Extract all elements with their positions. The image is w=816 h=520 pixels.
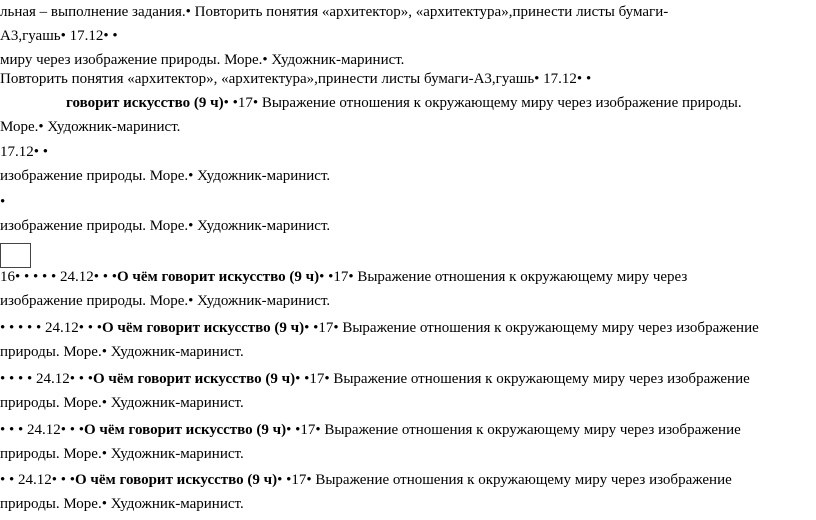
- text-line: природы. Море.• Художник-маринист.: [0, 395, 244, 411]
- paragraph-1: [0, 0, 668, 72]
- bold-heading: говорит искусство (9 ч): [66, 95, 224, 111]
- bold-heading: О чём говорит искусство (9 ч): [93, 371, 296, 387]
- text-run: 16• • • • • 24.12• • •: [0, 269, 118, 285]
- bold-heading: О чём говорит искусство (9 ч): [84, 422, 287, 438]
- paragraph-3: [0, 140, 330, 188]
- text-line: Повторить понятия «архитектор», «архитектура»,принести листы бумаги-А3,гуашь• 17.12• •: [0, 71, 592, 87]
- text-run: • • • • 24.12• • •: [0, 371, 94, 387]
- text-line: [0, 316, 759, 340]
- text-run: • •17• Выражение отношения к окружающему миру через изображение: [286, 422, 741, 438]
- paragraph-5: [0, 265, 687, 313]
- text-line: природы. Море.• Художник-маринист.: [0, 446, 244, 462]
- text-run: • • • 24.12• • •: [0, 422, 85, 438]
- text-line: 17.12• •: [0, 144, 49, 160]
- paragraph-7: [0, 367, 750, 415]
- text-line: миру через изображение природы. Море.• Художник-маринист.: [0, 52, 405, 68]
- text-run: • • • • • 24.12• • •: [0, 320, 103, 336]
- text-line: природы. Море.• Художник-маринист.: [0, 496, 244, 512]
- bold-heading: О чём говорит искусство (9 ч): [117, 269, 320, 285]
- paragraph-9: [0, 468, 732, 516]
- paragraph-4: [0, 190, 330, 238]
- text-run: • •17• Выражение отношения к окружающему миру через изображение: [295, 371, 750, 387]
- text-line: [0, 265, 687, 289]
- bold-heading: О чём говорит искусство (9 ч): [75, 472, 278, 488]
- text-line: природы. Море.• Художник-маринист.: [0, 344, 244, 360]
- text-line: [0, 367, 750, 391]
- text-line: льная – выполнение задания.• Повторить понятия «архитектор», «архитектура»,принести листы бумаги-: [0, 4, 669, 20]
- text-line: изображение природы. Море.• Художник-маринист.: [0, 218, 331, 234]
- paragraph-6: [0, 316, 759, 364]
- text-line: [0, 468, 732, 492]
- paragraph-8: [0, 418, 741, 466]
- text-line: [0, 91, 742, 115]
- text-run: • •17• Выражение отношения к окружающему миру через изображение природы.: [223, 95, 742, 111]
- text-run: • •17• Выражение отношения к окружающему миру через: [319, 269, 688, 285]
- text-run: • •17• Выражение отношения к окружающему миру через изображение: [304, 320, 759, 336]
- paragraph-2: [0, 67, 742, 139]
- text-line: Море.• Художник-маринист.: [0, 119, 181, 135]
- text-run: • • 24.12• • •: [0, 472, 76, 488]
- bullet-line: •: [0, 194, 6, 210]
- text-line: изображение природы. Море.• Художник-маринист.: [0, 168, 331, 184]
- text-run: • •17• Выражение отношения к окружающему миру через изображение: [277, 472, 732, 488]
- text-line: изображение природы. Море.• Художник-маринист.: [0, 293, 331, 309]
- text-line: А3,гуашь• 17.12• •: [0, 28, 118, 44]
- text-line: [0, 418, 741, 442]
- bold-heading: О чём говорит искусство (9 ч): [102, 320, 305, 336]
